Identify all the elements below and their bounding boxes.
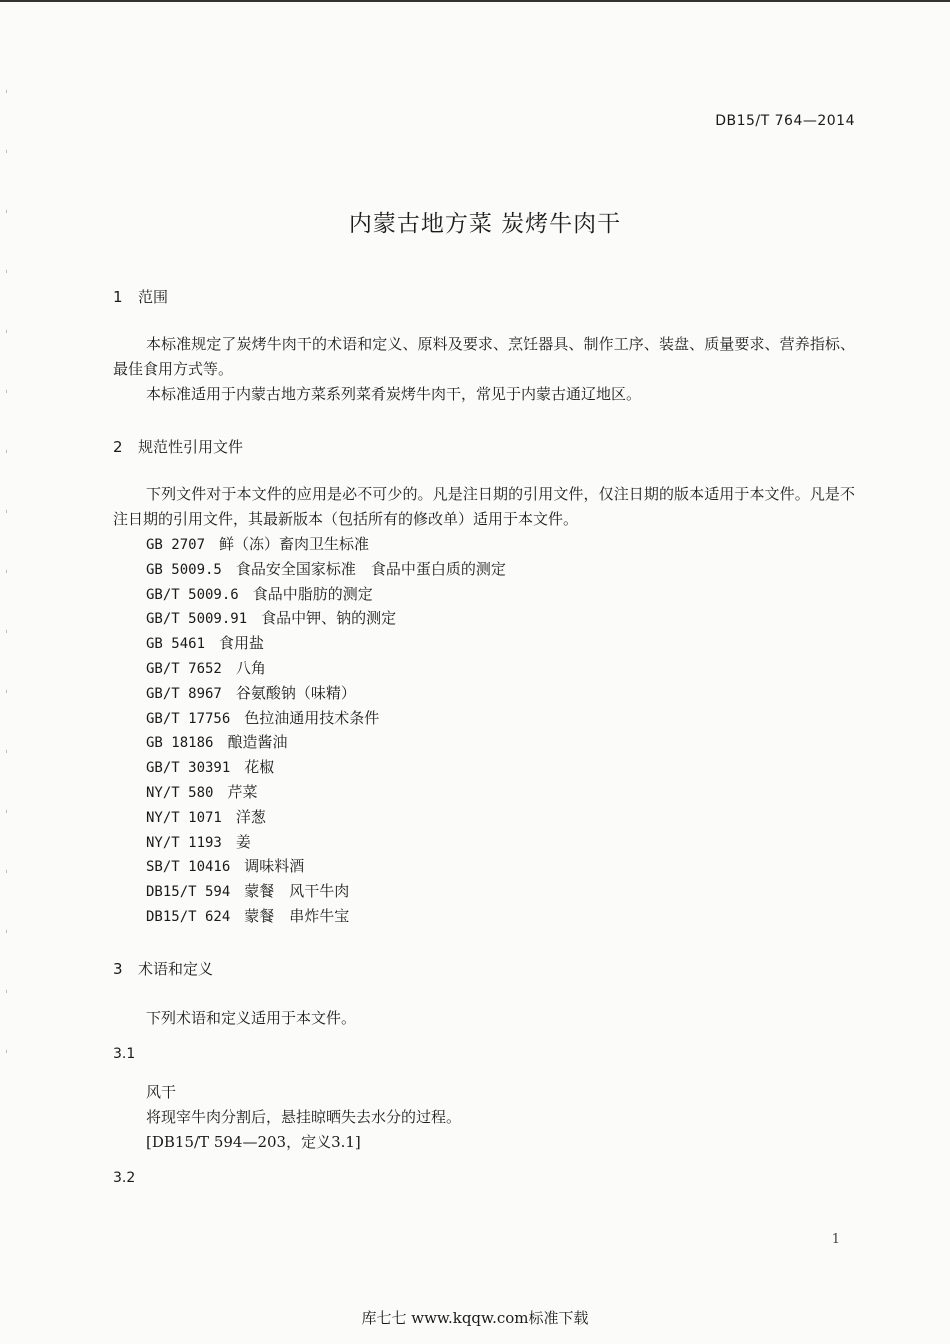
section-number: 2 (113, 438, 123, 456)
reference-code: GB/T 17756 (146, 710, 231, 727)
reference-code: DB15/T 624 (146, 908, 231, 925)
reference-name: 蒙餐 风干牛肉 (244, 882, 350, 901)
page-number: 1 (831, 1232, 840, 1247)
reference-item (146, 780, 506, 805)
reference-code: DB15/T 594 (146, 884, 231, 901)
section-3-intro: 下列术语和定义适用于本文件。 (146, 1009, 357, 1027)
reference-item (146, 854, 506, 879)
scan-margin-marks (6, 90, 7, 1090)
reference-item (146, 904, 506, 929)
reference-item (146, 879, 506, 904)
section-title: 范围 (138, 288, 169, 306)
reference-code: NY/T 580 (146, 784, 214, 801)
page-top-edge (0, 0, 950, 2)
section-title: 术语和定义 (138, 960, 214, 978)
term-definition: 将现宰牛肉分割后，悬挂晾晒失去水分的过程。 (146, 1108, 462, 1126)
reference-item (146, 582, 506, 607)
reference-name: 八角 (235, 658, 266, 677)
reference-item (146, 805, 506, 830)
section-title: 规范性引用文件 (138, 438, 244, 456)
section-number: 3 (113, 960, 123, 978)
reference-code: NY/T 1071 (146, 809, 222, 826)
reference-item (146, 606, 506, 631)
reference-name: 食品中脂肪的测定 (252, 584, 373, 603)
standard-number: DB15/T 764—2014 (715, 113, 855, 129)
reference-item (146, 557, 506, 582)
reference-code: GB/T 5009.91 (146, 611, 248, 628)
section-1-paragraph-2: 本标准适用于内蒙古地方菜系列菜肴炭烤牛肉干，常见于内蒙古通辽地区。 (146, 385, 642, 403)
reference-name: 食品安全国家标准 食品中蛋白质的测定 (235, 559, 506, 578)
section-1-paragraph-1: 本标准规定了炭烤牛肉干的术语和定义、原料及要求、烹饪器具、制作工序、装盘、质量要求、营养指标、最佳食用方式等。 (113, 335, 855, 378)
subclause-number: 3.2 (113, 1170, 136, 1186)
reference-name: 花椒 (244, 758, 275, 777)
reference-code: SB/T 10416 (146, 859, 231, 876)
term-name: 风干 (146, 1083, 177, 1101)
reference-name: 调味料酒 (244, 857, 305, 876)
reference-code: NY/T 1193 (146, 834, 222, 851)
reference-name: 食品中钾、钠的测定 (261, 609, 397, 628)
section-number: 1 (113, 288, 123, 306)
section-2-heading (113, 436, 243, 457)
reference-item (146, 755, 506, 780)
reference-name: 姜 (235, 832, 251, 851)
reference-name: 鲜（冻）畜肉卫生标准 (219, 535, 370, 553)
term-entry (146, 1080, 461, 1155)
section-2-intro: 下列文件对于本文件的应用是必不可少的。凡是注日期的引用文件，仅注日期的版本适用于本文件。凡是不注日期的引用文件，其最新版本（包括所有的修改单）适用于本文件。 (113, 485, 855, 528)
reference-name: 芹菜 (227, 782, 258, 801)
reference-item (146, 830, 506, 855)
reference-item (146, 532, 506, 557)
footer-watermark: 库七七 www.kqqw.com标准下载 (361, 1309, 589, 1327)
reference-name: 洋葱 (235, 807, 266, 826)
reference-code: GB/T 8967 (146, 685, 222, 702)
reference-code: GB 2707 (146, 537, 206, 553)
reference-name: 食用盐 (219, 634, 265, 653)
reference-item (146, 656, 506, 681)
reference-item (146, 706, 506, 731)
reference-name: 酿造酱油 (227, 733, 288, 752)
reference-name: 谷氨酸钠（味精） (235, 683, 356, 702)
subclause-number: 3.1 (113, 1046, 136, 1062)
section-1-heading (113, 286, 168, 307)
reference-code: GB 18186 (146, 735, 214, 752)
reference-name: 蒙餐 串炸牛宝 (244, 906, 350, 925)
term-source: [DB15/T 594—203，定义3.1] (146, 1133, 361, 1151)
reference-code: GB 5009.5 (146, 561, 222, 578)
reference-code: GB/T 30391 (146, 760, 231, 777)
section-3-heading (113, 958, 213, 979)
reference-item (146, 730, 506, 755)
reference-item (146, 631, 506, 656)
reference-list (146, 532, 506, 929)
reference-item (146, 681, 506, 706)
document-title: 内蒙古地方菜 炭烤牛肉干 (348, 211, 622, 237)
reference-code: GB/T 5009.6 (146, 586, 239, 603)
reference-name: 色拉油通用技术条件 (244, 708, 380, 727)
reference-code: GB 5461 (146, 636, 206, 653)
reference-code: GB/T 7652 (146, 660, 222, 677)
